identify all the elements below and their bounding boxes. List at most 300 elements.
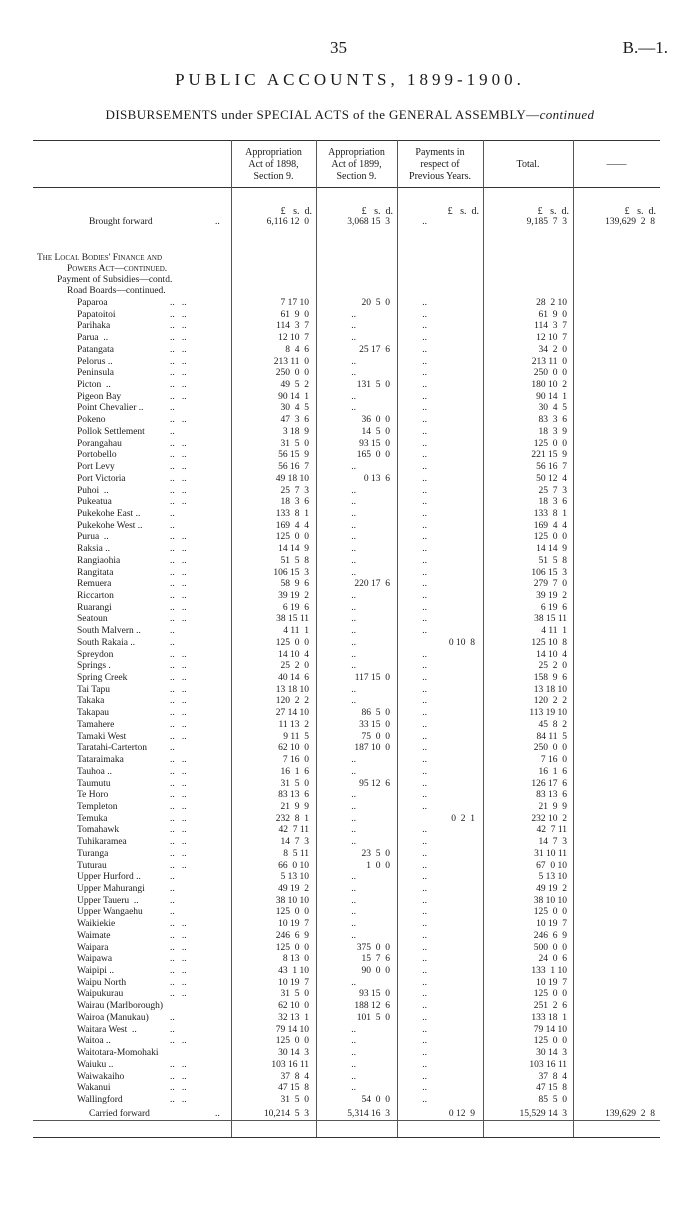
table-row-dots: .. .. — [170, 673, 187, 684]
cell-total: 250 0 0 — [533, 743, 567, 754]
cell-previous-years: .. — [422, 1071, 427, 1082]
section-heading: Powers Act—continued. — [67, 264, 168, 274]
table-row-dots: .. .. — [170, 719, 187, 730]
column-header: Payments in respect of Previous Years. — [409, 147, 471, 182]
cell-act-1899: 90 0 0 — [361, 966, 390, 977]
cell-act-1898: 125 0 0 — [275, 942, 309, 953]
table-row-name: Ruarangi — [77, 602, 112, 613]
cell-act-1898: 14 14 9 — [278, 544, 309, 555]
cell-act-1898: 14 7 3 — [280, 837, 309, 848]
cell-total: 114 3 7 — [534, 321, 567, 332]
cell-total: 251 2 6 — [533, 1001, 567, 1012]
column-header: Total. — [516, 159, 540, 170]
table-row-name: Pelorus .. — [77, 356, 113, 367]
table-row-dots: .. .. — [170, 309, 187, 320]
cell-total: 34 2 0 — [538, 344, 567, 355]
table-row-name: Spring Creek — [77, 673, 128, 684]
cell-act-1898: 31 5 0 — [280, 438, 309, 449]
cell-act-1899: 3,068 15 3 — [347, 217, 390, 227]
subtitle-continued: continued — [539, 107, 595, 122]
cell-act-1898: 6 19 6 — [282, 602, 309, 613]
table-row-name: Riccarton — [77, 591, 114, 601]
cell-act-1898: 30 14 3 — [278, 1048, 309, 1059]
cell-act-1899: .. — [351, 497, 356, 508]
carried-forward-label: Carried forward — [89, 1109, 150, 1119]
cell-total: 125 0 0 — [533, 532, 567, 543]
cell-act-1898: 39 19 2 — [278, 591, 309, 601]
cell-act-1898: 31 5 0 — [280, 989, 309, 1000]
cell-act-1898: 246 6 9 — [275, 930, 309, 941]
cell-act-1898: 103 16 11 — [271, 1059, 309, 1070]
cell-act-1899: .. — [351, 766, 356, 777]
cell-act-1898: 125 0 0 — [275, 907, 309, 918]
table-row-dots: .. .. — [170, 778, 187, 789]
table-row-name: South Rakaia .. — [77, 637, 136, 648]
cell-act-1898: 90 14 1 — [278, 391, 309, 402]
cell-previous-years: .. — [422, 661, 427, 672]
cell-act-1899: 0 13 6 — [363, 473, 390, 484]
table-row-name: Paparoa — [77, 298, 108, 308]
cell-previous-years: .. — [422, 579, 427, 590]
table-row-dots: .. .. — [170, 1071, 187, 1082]
cell-extra: 139,629 2 8 — [605, 1109, 655, 1119]
cell-total: 25 2 0 — [538, 661, 567, 672]
table-row-dots: .. .. — [170, 380, 187, 391]
cell-total: 5 13 10 — [538, 872, 567, 883]
table-row-dots: .. — [170, 637, 175, 648]
cell-act-1899: .. — [351, 520, 356, 531]
cell-act-1899: 375 0 0 — [356, 942, 390, 953]
cell-act-1898: 16 1 6 — [280, 766, 309, 777]
cell-act-1898: 32 13 1 — [278, 1012, 309, 1023]
cell-total: 125 0 0 — [533, 1036, 567, 1047]
table-row-name: Pigeon Bay — [77, 391, 122, 402]
cell-act-1899: .. — [351, 661, 356, 672]
table-row-dots: .. .. — [170, 930, 187, 941]
cell-previous-years: .. — [422, 344, 427, 355]
cell-act-1898: 37 8 4 — [280, 1071, 309, 1082]
cell-act-1898: 31 5 0 — [280, 778, 309, 789]
cell-total: 39 19 2 — [536, 591, 567, 601]
cell-act-1898: 25 2 0 — [280, 661, 309, 672]
cell-act-1899: 93 15 0 — [359, 989, 390, 1000]
cell-previous-years: .. — [422, 626, 427, 637]
cell-total: 232 10 2 — [531, 813, 567, 824]
cell-previous-years: .. — [422, 930, 427, 941]
cell-act-1899: .. — [351, 462, 356, 473]
cell-act-1898: 106 15 3 — [273, 567, 309, 578]
cell-act-1899: .. — [351, 696, 356, 707]
cell-act-1899: .. — [351, 895, 356, 906]
cell-act-1899: 14 5 0 — [361, 426, 390, 437]
cell-previous-years: .. — [422, 766, 427, 777]
cell-previous-years: .. — [422, 743, 427, 754]
table-row-name: Point Chevalier .. — [77, 403, 144, 414]
table-row-dots: .. .. — [170, 1083, 187, 1094]
cell-act-1898: 49 5 2 — [280, 380, 309, 391]
cell-total: 28 2 10 — [536, 298, 567, 308]
table-row-dots: .. .. — [170, 966, 187, 977]
cell-total: 24 0 6 — [538, 954, 567, 965]
cell-total: 56 16 7 — [536, 462, 567, 473]
table-row-name: Tauhoa .. — [77, 766, 112, 777]
cell-previous-years: .. — [422, 1083, 427, 1094]
table-row-name: Porangahau — [77, 438, 122, 449]
brought-forward-label: Brought forward — [89, 217, 153, 227]
cell-total: 125 0 0 — [533, 438, 567, 449]
cell-previous-years: .. — [422, 719, 427, 730]
cell-previous-years: .. — [422, 555, 427, 566]
cell-total: 85 5 0 — [538, 1094, 567, 1105]
cell-total: 83 3 6 — [538, 415, 567, 426]
table-row-name: Papatoitoi — [77, 309, 116, 320]
table-row-dots: .. .. — [170, 532, 187, 543]
cell-total: 49 19 2 — [536, 884, 567, 894]
cell-total: 9,185 7 3 — [526, 217, 567, 227]
cell-total: 61 9 0 — [538, 309, 567, 320]
cell-act-1898: 43 1 10 — [278, 966, 309, 977]
cell-previous-years: .. — [422, 380, 427, 391]
cell-total: 50 12 4 — [536, 473, 567, 484]
table-row-dots: .. — [170, 1024, 175, 1035]
table-row-name: Rangiaohia — [77, 555, 121, 566]
table-row-name: Upper Mahurangi — [77, 884, 145, 894]
cell-total: 83 13 6 — [536, 790, 567, 801]
cell-total: 84 11 5 — [536, 731, 567, 742]
table-row-name: Remuera — [77, 579, 112, 590]
cell-previous-years: .. — [422, 907, 427, 918]
table-row-dots: .. .. — [170, 344, 187, 355]
cell-act-1898: 49 19 2 — [278, 884, 309, 894]
table-row-dots: .. .. — [170, 567, 187, 578]
table-row-name: Templeton — [77, 801, 118, 812]
cell-previous-years: .. — [422, 1048, 427, 1059]
table-row-dots: .. — [170, 907, 175, 918]
cell-act-1899: 95 12 6 — [359, 778, 390, 789]
table-row-name: Waitotara-Momohaki — [77, 1048, 159, 1059]
table-row-dots: .. .. — [170, 696, 187, 707]
cell-act-1898: 66 0 10 — [278, 860, 309, 871]
cell-previous-years: .. — [422, 954, 427, 965]
table-row-name: Temuka — [77, 813, 108, 824]
table-row-name: Pokeno — [77, 415, 106, 426]
cell-act-1899: 33 15 0 — [359, 719, 390, 730]
cell-act-1898: 8 4 6 — [285, 344, 309, 355]
table-row-dots: .. — [170, 1012, 175, 1023]
cell-total: 18 3 6 — [538, 497, 567, 508]
cell-act-1898: 21 9 9 — [280, 801, 309, 812]
cell-act-1898: 12 10 7 — [278, 333, 309, 344]
table-row-dots: .. .. — [170, 755, 187, 766]
cell-total: 213 11 0 — [531, 356, 567, 367]
table-row-name: Tamahere — [77, 719, 115, 730]
cell-previous-years: .. — [422, 462, 427, 473]
table-row-name: Waikiekie — [77, 919, 116, 930]
cell-act-1899: 101 5 0 — [356, 1012, 390, 1023]
cell-previous-years: .. — [422, 684, 427, 695]
table-row-dots: .. .. — [170, 415, 187, 426]
cell-total: 67 0 10 — [536, 860, 567, 871]
cell-total: 79 14 10 — [533, 1024, 567, 1035]
cell-previous-years: 0 2 1 — [451, 813, 475, 824]
cell-previous-years: .. — [422, 1024, 427, 1035]
table-row-name: Wakanui — [77, 1083, 111, 1094]
table-row-name: Tataraimaka — [77, 755, 124, 766]
cell-act-1898: 7 17 10 — [280, 298, 309, 308]
cell-act-1899: .. — [351, 930, 356, 941]
table-row-dots: .. .. — [170, 579, 187, 590]
cell-act-1898: 8 5 11 — [283, 848, 309, 859]
table-row-dots: .. .. — [170, 462, 187, 473]
cell-act-1898: 10 19 7 — [278, 919, 309, 930]
table-row-name: Takapau — [77, 708, 110, 719]
cell-act-1898: 30 4 5 — [280, 403, 309, 414]
cell-total: 7 16 0 — [540, 755, 567, 766]
table-row-name: Wairoa (Manukau) — [77, 1012, 149, 1023]
cell-act-1899: 117 15 0 — [354, 673, 390, 684]
cell-total: 51 5 8 — [538, 555, 567, 566]
table-row-name: Pukekohe East .. — [77, 508, 141, 519]
table-row-dots: .. .. — [170, 790, 187, 801]
table-row-dots: .. .. — [170, 825, 187, 836]
cell-previous-years: 0 10 8 — [448, 637, 475, 648]
table-row-dots: .. — [170, 520, 175, 531]
cell-act-1899: .. — [351, 403, 356, 414]
cell-previous-years: .. — [422, 614, 427, 625]
cell-act-1899: 1 0 0 — [366, 860, 390, 871]
cell-previous-years: .. — [422, 1012, 427, 1023]
cell-act-1898: 58 9 6 — [280, 579, 309, 590]
table-row-name: Waipipi .. — [77, 966, 114, 977]
table-row-dots: .. .. — [170, 473, 187, 484]
cell-act-1899: .. — [351, 626, 356, 637]
cell-total: 10 19 7 — [536, 919, 567, 930]
cell-act-1898: 18 3 6 — [280, 497, 309, 508]
table-row-name: Upper Hurford .. — [77, 872, 141, 883]
cell-previous-years: .. — [422, 673, 427, 684]
section-heading: The Local Bodies' Finance and — [37, 253, 163, 263]
cell-previous-years: .. — [422, 696, 427, 707]
cell-act-1899: 23 5 0 — [361, 848, 390, 859]
cell-act-1899: 220 17 6 — [354, 579, 390, 590]
column-header: —— — [606, 159, 627, 170]
table-row-name: Tai Tapu — [77, 684, 111, 695]
cell-previous-years: .. — [422, 1094, 427, 1105]
table-row-dots: .. .. — [170, 813, 187, 824]
cell-act-1898: 10 19 7 — [278, 977, 309, 988]
table-row-name: Waimate — [77, 930, 111, 941]
cell-act-1899: .. — [351, 391, 356, 402]
table-row-name: Parua .. — [77, 333, 109, 344]
cell-previous-years: .. — [422, 872, 427, 883]
cell-act-1899: 20 5 0 — [361, 298, 390, 308]
cell-act-1898: 3 18 9 — [282, 426, 309, 437]
cell-total: 125 0 0 — [533, 907, 567, 918]
cell-previous-years: .. — [422, 438, 427, 449]
table-row-name: Waipu North — [77, 977, 127, 988]
cell-previous-years: .. — [422, 415, 427, 426]
cell-act-1898: 13 18 10 — [275, 684, 309, 695]
cell-act-1899: .. — [351, 825, 356, 836]
cell-previous-years: .. — [422, 848, 427, 859]
cell-act-1899: .. — [351, 907, 356, 918]
cell-previous-years: .. — [422, 649, 427, 660]
table-row-dots: .. .. — [170, 649, 187, 660]
cell-previous-years: 0 12 9 — [448, 1109, 475, 1119]
cell-act-1898: 7 16 0 — [282, 755, 309, 766]
cell-previous-years: .. — [422, 884, 427, 894]
table-row-name: Turanga — [77, 848, 109, 859]
cell-act-1898: 61 9 0 — [280, 309, 309, 320]
table-row-name: South Malvern .. — [77, 626, 141, 637]
table-row-name: Raksia .. — [77, 544, 110, 555]
cell-act-1898: 42 7 11 — [278, 825, 309, 836]
table-row-name: Wallingford — [77, 1094, 123, 1105]
cell-previous-years: .. — [422, 778, 427, 789]
cell-total: 133 1 10 — [531, 966, 567, 977]
cell-total: 169 4 4 — [533, 520, 567, 531]
column-header: Appropriation Act of 1898, Section 9. — [245, 147, 302, 182]
cell-previous-years: .. — [422, 1036, 427, 1047]
cell-total: 6 19 6 — [540, 602, 567, 613]
table-row-dots: .. .. — [170, 333, 187, 344]
table-row-name: Pukeatua — [77, 497, 112, 508]
cell-previous-years: .. — [422, 567, 427, 578]
cell-extra: 139,629 2 8 — [605, 217, 655, 227]
cell-act-1899: 188 12 6 — [354, 1001, 390, 1012]
cell-act-1898: 125 0 0 — [275, 1036, 309, 1047]
currency-units: £ s. d. — [624, 206, 656, 217]
cell-act-1898: 125 0 0 — [275, 637, 309, 648]
cell-act-1898: 6,116 12 0 — [266, 217, 309, 227]
cell-act-1899: 25 17 6 — [359, 344, 390, 355]
cell-act-1899: .. — [351, 532, 356, 543]
cell-act-1899: .. — [351, 368, 356, 379]
table-row-name: Portobello — [77, 450, 117, 461]
cell-previous-years: .. — [422, 602, 427, 613]
cell-total: 10 19 7 — [536, 977, 567, 988]
cell-act-1899: .. — [351, 1036, 356, 1047]
cell-total: 47 15 8 — [536, 1083, 567, 1094]
cell-act-1899: 86 5 0 — [361, 708, 390, 719]
cell-total: 158 9 6 — [533, 673, 567, 684]
cell-act-1899: .. — [351, 801, 356, 812]
cell-total: 25 7 3 — [538, 485, 567, 496]
cell-previous-years: .. — [422, 825, 427, 836]
cell-previous-years: .. — [422, 532, 427, 543]
table-row-dots: .. — [170, 872, 175, 883]
table-row-dots: .. .. — [170, 614, 187, 625]
table-row-name: Port Levy — [77, 462, 115, 473]
table-row-name: Port Victoria — [77, 473, 126, 484]
cell-act-1899: .. — [351, 508, 356, 519]
cell-total: 18 3 9 — [538, 426, 567, 437]
cell-total: 14 10 4 — [536, 649, 567, 660]
currency-units: £ s. d. — [537, 206, 569, 217]
cell-act-1899: .. — [351, 637, 356, 648]
cell-previous-years: .. — [422, 731, 427, 742]
table-row-dots: .. .. — [170, 321, 187, 332]
cell-total: 500 0 0 — [533, 942, 567, 953]
cell-total: 30 14 3 — [536, 1048, 567, 1059]
cell-act-1898: 51 5 8 — [280, 555, 309, 566]
cell-act-1898: 5 13 10 — [280, 872, 309, 883]
table-row-dots: .. .. — [170, 848, 187, 859]
table-top-rule — [33, 140, 660, 141]
cell-previous-years: .. — [422, 333, 427, 344]
cell-act-1898: 27 14 10 — [275, 708, 309, 719]
cell-previous-years: .. — [422, 485, 427, 496]
cell-previous-years: .. — [422, 837, 427, 848]
cell-total: 125 10 8 — [531, 637, 567, 648]
table-row-name: Takaka — [77, 696, 105, 707]
table-row-dots: .. .. — [170, 1059, 187, 1070]
cell-previous-years: .. — [422, 508, 427, 519]
table-row-name: Taumutu — [77, 778, 111, 789]
currency-units: £ s. d. — [447, 206, 479, 217]
cell-act-1899: .. — [351, 755, 356, 766]
cell-act-1899: 165 0 0 — [356, 450, 390, 461]
cell-act-1898: 40 14 6 — [278, 673, 309, 684]
cell-act-1899: 131 5 0 — [356, 380, 390, 391]
cell-act-1898: 56 16 7 — [278, 462, 309, 473]
cell-act-1898: 4 11 1 — [283, 626, 309, 637]
cell-total: 120 2 2 — [533, 696, 567, 707]
table-row-dots: .. .. — [170, 684, 187, 695]
table-row-dots: .. .. — [170, 391, 187, 402]
table-row-dots: .. .. — [170, 954, 187, 965]
table-row-dots: .. .. — [170, 450, 187, 461]
cell-act-1899: .. — [351, 1024, 356, 1035]
table-row-name: Seatoun — [77, 614, 108, 625]
cell-act-1899: .. — [351, 1071, 356, 1082]
cell-act-1899: .. — [351, 837, 356, 848]
column-divider — [573, 140, 574, 1137]
table-row-dots: .. .. — [170, 602, 187, 613]
cell-act-1899: .. — [351, 591, 356, 601]
table-row-dots: .. .. — [170, 298, 187, 308]
table-row-dots: .. — [170, 426, 175, 437]
cell-total: 14 14 9 — [536, 544, 567, 555]
cell-previous-years: .. — [422, 356, 427, 367]
currency-units: £ s. d. — [280, 206, 312, 217]
cell-act-1899: .. — [351, 485, 356, 496]
cell-act-1899: .. — [351, 649, 356, 660]
cell-act-1899: .. — [351, 567, 356, 578]
cell-act-1898: 169 4 4 — [275, 520, 309, 531]
table-row-name: Waiwakaiho — [77, 1071, 125, 1082]
table-row-name: Upper Wangaehu — [77, 907, 143, 918]
table-row-dots: .. .. — [170, 837, 187, 848]
cell-act-1898: 133 8 1 — [275, 508, 309, 519]
cell-act-1899: .. — [351, 333, 356, 344]
cell-previous-years: .. — [422, 217, 427, 227]
cell-act-1899: .. — [351, 321, 356, 332]
cell-act-1898: 250 0 0 — [275, 368, 309, 379]
table-row-name: Pukekohe West .. — [77, 520, 143, 531]
cell-total: 38 15 11 — [534, 614, 567, 625]
cell-total: 12 10 7 — [536, 333, 567, 344]
table-row-dots: .. .. — [170, 438, 187, 449]
cell-previous-years: .. — [422, 591, 427, 601]
header-rule — [33, 187, 660, 188]
cell-act-1898: 62 10 0 — [278, 1001, 309, 1012]
cell-previous-years: .. — [422, 321, 427, 332]
cell-previous-years: .. — [422, 790, 427, 801]
cell-previous-years: .. — [422, 391, 427, 402]
page-title: PUBLIC ACCOUNTS, 1899-1900. — [175, 70, 525, 89]
table-row-dots: .. .. — [170, 1036, 187, 1047]
